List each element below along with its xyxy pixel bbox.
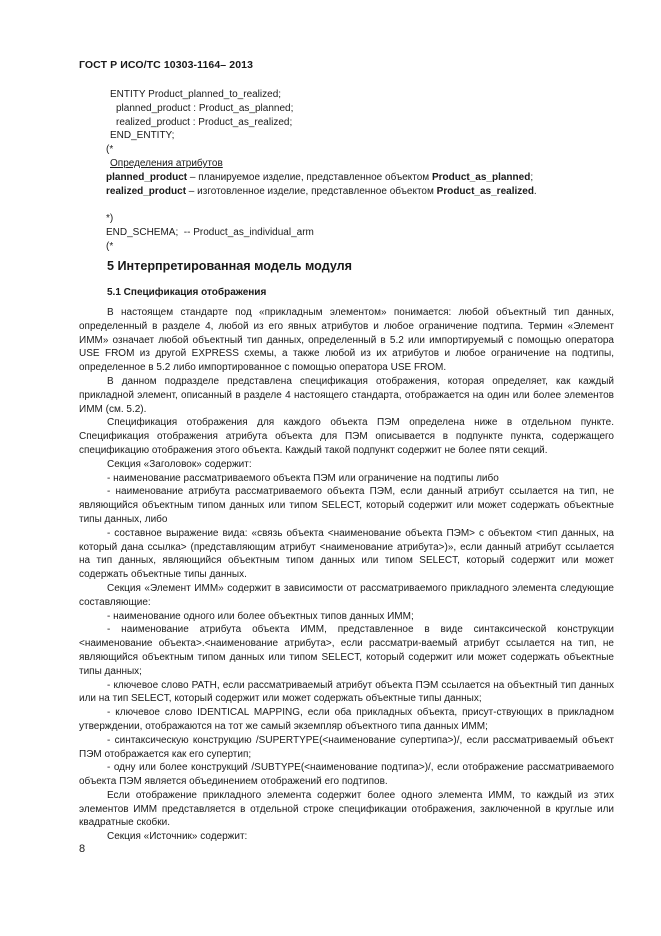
paragraph: Секция «Заголовок» содержит:: [107, 458, 252, 470]
page-number: 8: [79, 843, 86, 855]
attribute-definitions-heading: [0, 157, 661, 171]
list-item: - ключевое слово IDENTICAL MAPPING, если оба прикладных объекта, присут-ствующих в прикладном утверждении, отображаются на тот же самый экземпляр объектного типа данных ИММ;: [79, 707, 614, 732]
code-line: END_ENTITY;: [110, 130, 175, 142]
list-item: - ключевое слово PATH, если рассматриваемый атрибут объекта ПЭМ ссылается на объектный тип данных или на тип SELECT, который содержит или может содержать объектные типы данных;: [79, 679, 614, 705]
punct: .: [533, 185, 537, 197]
paragraph: В настоящем стандарте под «прикладным элементом» понимается: любой объектный тип данных, определенный в разделе 4, любой из его явных атрибутов и любое ограничение подтипа. Термин «Элемент ИММ» означает любой объектный тип данных, определенный в 5.2 или импортируемый с помощью оператора USE FROM из другой EXPRESS схемы, а также любой из их атрибутов и любое ограничение на подтипы, определенное в 5.2 либо импортированное с помощью оператора USE FROM.: [79, 307, 614, 374]
attribute-ref: Product_as_planned: [431, 171, 531, 183]
blank-line: [0, 198, 661, 212]
body-text: [79, 306, 614, 844]
code-line: *): [106, 213, 114, 225]
code-line: END_SCHEMA; -- Product_as_individual_arm: [106, 226, 314, 238]
list-item: - одну или более конструкций /SUBTYPE(<наименование подтипа>)/, если отображение рассматриваемого объекта ПЭМ является объединением отображений его подтипов.: [79, 762, 614, 788]
list-item: - наименование рассматриваемого объекта ПЭМ или ограничение на подтипы либо: [107, 472, 499, 484]
paragraph: Секция «Источник» содержит:: [107, 831, 248, 843]
express-code-block: [0, 88, 661, 254]
code-line: (*: [106, 240, 114, 252]
section-5-title: 5 Интерпретированная модель модуля: [107, 259, 353, 273]
paragraph: Секция «Элемент ИММ» содержит в зависимости от рассматриваемого прикладного элемента следующие составляющие:: [79, 582, 614, 608]
attribute-name: planned_product: [106, 171, 188, 183]
punct: ;: [530, 171, 534, 183]
list-item: - наименование атрибута рассматриваемого объекта ПЭМ, если данный атрибут ссылается на тип, не являющийся объектным типом данных или типом SELECT, который содержит или может содержать объектные типы данных, либо: [79, 486, 614, 525]
attribute-definition: [0, 185, 661, 199]
attribute-definitions-label: Определения атрибутов: [110, 157, 223, 169]
list-item: - наименование одного или более объектных типов данных ИММ;: [107, 610, 414, 622]
attribute-definition: [0, 171, 661, 185]
code-line: realized_product : Product_as_realized;: [116, 116, 293, 128]
code-line: planned_product : Product_as_planned;: [116, 102, 294, 114]
paragraph: Спецификация отображения для каждого объекта ПЭМ определена ниже в отдельном пункте. Спецификация отображения атрибута объекта для ПЭМ описывается в подпункте пункта, содержащего спецификацию отображения этого объекта. Каждый такой подпункт содержит не более пяти секций.: [79, 417, 614, 456]
code-line: (*: [106, 144, 114, 156]
paragraph: В данном подразделе представлена спецификация отображения, которая определяет, как каждый прикладной элемент, описанный в разделе 4 настоящего стандарта, отображается на один или более элементов ИММ (см. 5.2).: [79, 375, 614, 415]
list-item: - синтаксическую конструкцию /SUPERTYPE(<наименование супертипа>)/, если рассматриваемый объект ПЭМ отображается как его супертип;: [79, 734, 614, 760]
code-line: ENTITY Product_planned_to_realized;: [110, 89, 282, 100]
attribute-name: realized_product: [106, 185, 187, 197]
attribute-ref: Product_as_realized: [436, 185, 534, 197]
list-item: - наименование атрибута объекта ИММ, представленное в виде синтаксической конструкции <наименование объекта>.<наименование атрибута>, если рассматри-ваемый атрибут ссылается на тип, не являющийся объектным типом данных или типом SELECT, который содержит или может содержать объектные типы данных;: [79, 624, 614, 677]
list-item: - составное выражение вида: «связь объекта <наименование объекта ПЭМ> с объектом <тип данных, на который дана ссылка> (представляющим атрибут <наименование атрибута>)», если данный атрибут ссылается на тип данных, являющийся объектным типом данных или типом SELECT, который содержит или может содержать объектные типы данных.: [79, 527, 614, 581]
paragraph: Если отображение прикладного элемента содержит более одного элемента ИММ, то каждый из этих элементов ИММ представляется в отдельной строке спецификации отображения, заключенной в круглые или квадратные скобки.: [79, 789, 614, 829]
attribute-description: – изготовленное изделие, представленное объектом: [186, 185, 437, 197]
attribute-description: – планируемое изделие, представленное объектом: [187, 171, 432, 183]
document-header: ГОСТ Р ИСО/ТС 10303-1164– 2013: [79, 59, 254, 71]
section-5-1-title: 5.1 Спецификация отображения: [107, 287, 267, 298]
